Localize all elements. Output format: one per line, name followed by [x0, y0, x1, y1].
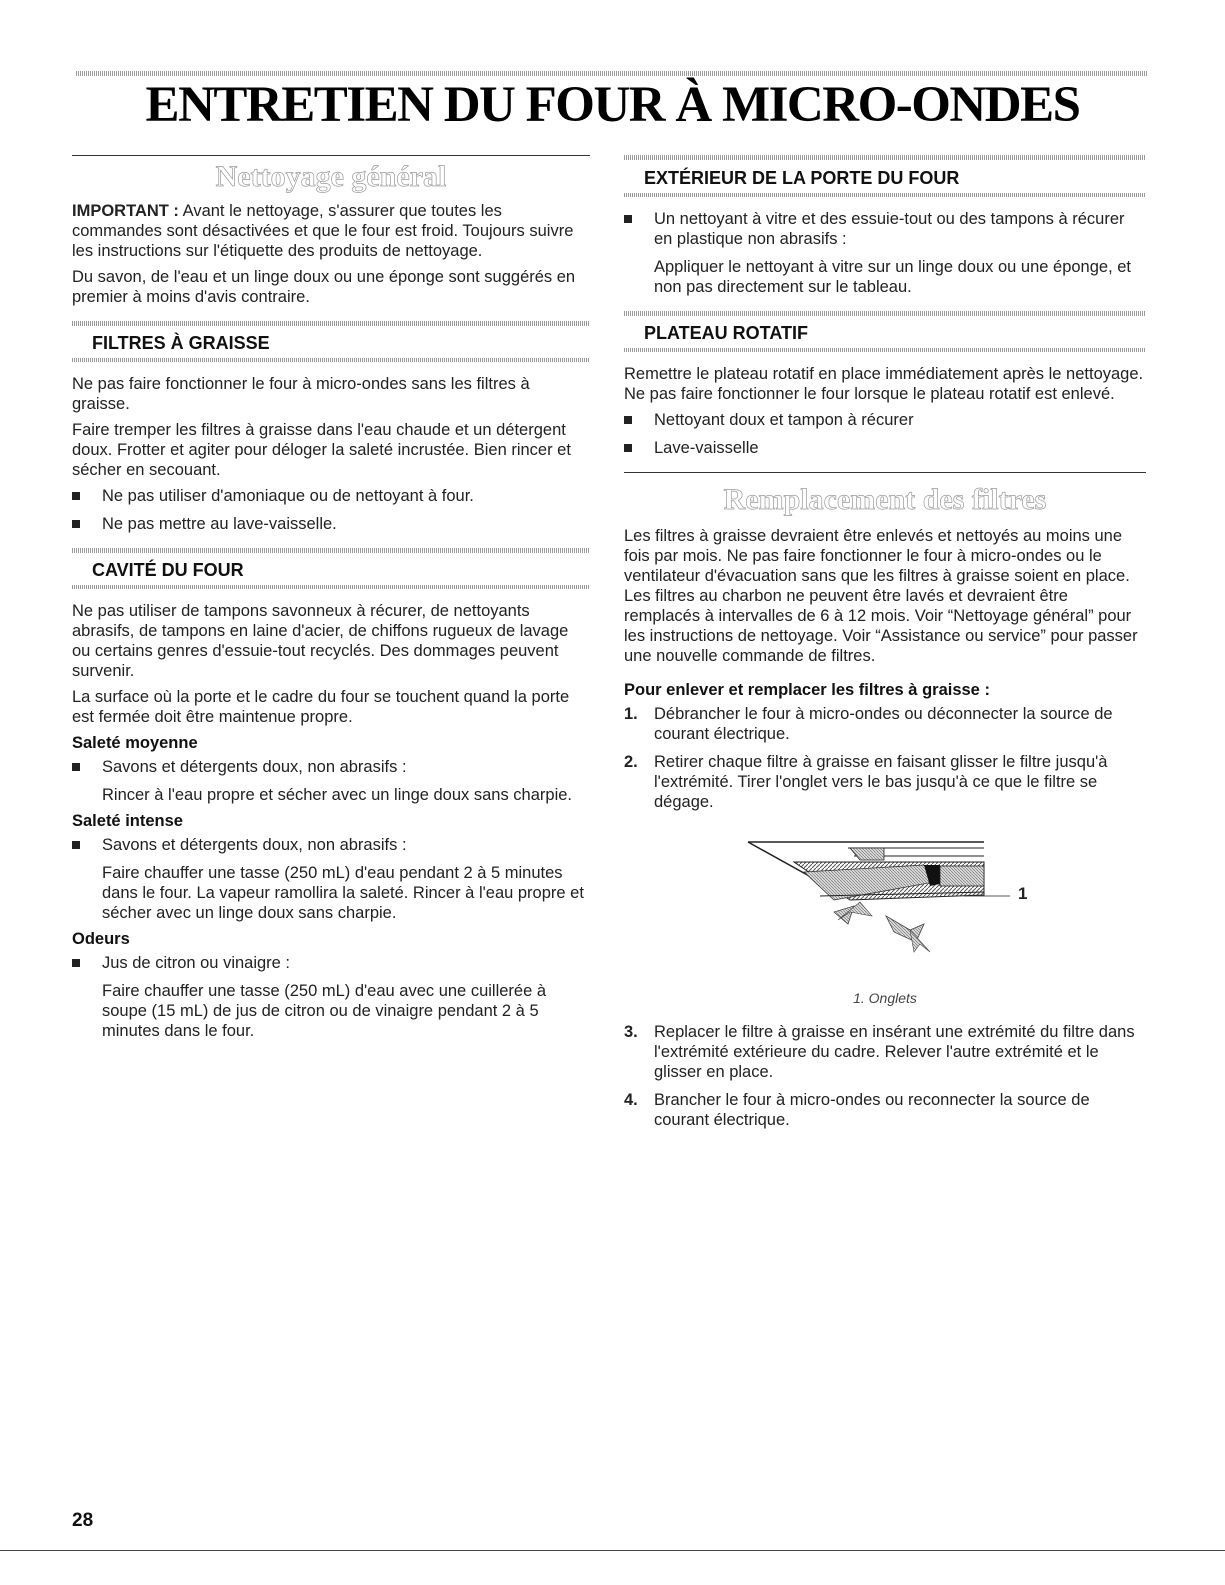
bullet-square-icon [72, 841, 80, 849]
general-cleaning-heading: Nettoyage général [215, 160, 447, 193]
section-rule [72, 548, 590, 553]
bottom-rule [0, 1550, 1225, 1551]
list-item: Lave-vaisselle [624, 438, 1146, 458]
filter-replacement-section [624, 472, 1146, 1130]
grease-filters-heading: FILTRES À GRAISSE [92, 333, 270, 353]
filters-paragraph-2: Faire tremper les filtres à graisse dans l'eau chaude et un détergent doux. Frotter et agiter pour déloger la saleté incrustée. Bien rincer et sécher en secouant. [72, 421, 571, 479]
important-text: Avant le nettoyage, s'assurer que toutes les commandes sont désactivées et que le four est froid. Toujours suivre les instructions sur l'étiquette des produits de nettoyage. [72, 202, 574, 260]
section-rule [72, 585, 590, 589]
list-item: 3. Replacer le filtre à graisse en insérant une extrémité du filtre dans l'extrémité extérieure du cadre. Relever l'autre extrémité et le glisser en place. [624, 1023, 1135, 1081]
medium-soil-text: Rincer à l'eau propre et sécher avec un linge doux sans charpie. [102, 786, 573, 804]
filter-removal-drawing [624, 820, 1146, 990]
bullet-square-icon [72, 763, 80, 771]
list-item: Nettoyant doux et tampon à récurer [624, 410, 1146, 430]
turntable-section [624, 311, 1146, 458]
section-divider [624, 472, 1146, 473]
odors-label: Odeurs [72, 930, 130, 948]
figure-caption: 1. Onglets [853, 990, 917, 1006]
door-exterior-section [624, 167, 1146, 297]
important-label: IMPORTANT : [72, 202, 179, 220]
grease-filter-illustration [624, 820, 1146, 990]
page-title: ENTRETIEN DU FOUR À MICRO-ONDES [145, 77, 1080, 133]
list-item: Jus de citron ou vinaigre : [72, 953, 590, 973]
filters-paragraph-1: Ne pas faire fonctionner le four à micro-ondes sans les filtres à graisse. [72, 375, 530, 413]
bullet-square-icon [624, 444, 632, 452]
oven-cavity-heading: CAVITÉ DU FOUR [92, 560, 244, 580]
medium-soil-label: Saleté moyenne [72, 734, 198, 752]
grease-filters-section [72, 321, 590, 534]
intro-paragraph: Du savon, de l'eau et un linge doux ou une éponge sont suggérés en premier à moins d'avis contraire. [72, 268, 576, 306]
section-rule [624, 311, 1146, 316]
list-item: Ne pas mettre au lave-vaisselle. [72, 514, 590, 534]
section-rule [72, 358, 590, 362]
turntable-paragraph: Remettre le plateau rotatif en place immédiatement après le nettoyage. Ne pas faire fonctionner le four lorsque le plateau rotatif est enlevé. [624, 365, 1144, 403]
door-exterior-heading: EXTÉRIEUR DE LA PORTE DU FOUR [644, 168, 960, 188]
right-column [624, 163, 1146, 1138]
left-column [72, 160, 590, 1047]
top-dotted-rule [76, 71, 1148, 76]
door-exterior-text: Appliquer le nettoyant à vitre sur un linge doux ou une éponge, et non pas directement sur le tableau. [654, 258, 1132, 296]
list-item: 1. Débrancher le four à micro-ondes ou déconnecter la source de courant électrique. [624, 705, 1113, 743]
list-item: 2. Retirer chaque filtre à graisse en faisant glisser le filtre jusqu'à l'extrémité. Tirer l'onglet vers le bas jusqu'à ce que le filtre se dégage. [624, 753, 1108, 811]
odors-text: Faire chauffer une tasse (250 mL) d'eau avec une cuillerée à soupe (15 mL) de jus de citron ou de vinaigre pendant 2 à 5 minutes dans le four. [102, 982, 547, 1040]
list-item: Savons et détergents doux, non abrasifs : [72, 757, 590, 777]
heavy-soil-text: Faire chauffer une tasse (250 mL) d'eau pendant 2 à 5 minutes dans le four. La vapeur ramollira la saleté. Rincer à l'eau propre et sécher avec un linge doux sans charpie. [102, 864, 584, 922]
list-item: Ne pas utiliser d'amoniaque ou de nettoyant à four. [72, 486, 590, 506]
cavity-paragraph-2: La surface où la porte et le cadre du four se touchent quand la porte est fermée doit être maintenue propre. [72, 688, 570, 726]
cavity-paragraph-1: Ne pas utiliser de tampons savonneux à récurer, de nettoyants abrasifs, de tampons en laine d'acier, de chiffons rugueux de lavage ou certains genres d'essuie-tout recyclés. Des dommages peuvent survenir. [72, 602, 569, 680]
important-paragraph [72, 201, 590, 261]
replacement-subhead: Pour enlever et remplacer les filtres à graisse : [624, 681, 990, 699]
turntable-heading: PLATEAU ROTATIF [644, 323, 808, 343]
oven-cavity-section [72, 548, 590, 1041]
bullet-square-icon [72, 492, 80, 500]
list-item: Savons et détergents doux, non abrasifs : [72, 835, 590, 855]
bullet-square-icon [72, 520, 80, 528]
right-heading-rule [624, 155, 1146, 160]
filter-replacement-heading: Remplacement des filtres [723, 483, 1047, 516]
section-rule [624, 193, 1146, 197]
heavy-soil-label: Saleté intense [72, 812, 183, 830]
left-heading-rule [72, 155, 590, 156]
bullet-square-icon [72, 959, 80, 967]
section-rule [624, 348, 1146, 352]
callout-number: 1 [1018, 884, 1028, 903]
list-item: Un nettoyant à vitre et des essuie-tout ou des tampons à récurer en plastique non abrasifs : [624, 209, 1146, 249]
section-rule [72, 321, 590, 326]
page-number: 28 [72, 1510, 94, 1531]
list-item: 4. Brancher le four à micro-ondes ou reconnecter la source de courant électrique. [624, 1091, 1090, 1129]
bullet-square-icon [624, 215, 632, 223]
replacement-paragraph: Les filtres à graisse devraient être enlevés et nettoyés au moins une fois par mois. Ne pas faire fonctionner le four à micro-ondes ou le ventilateur d'évacuation sans que les filtres à graisse soient en place. Les filtres au charbon ne peuvent être lavés et devraient être remplacés à intervalles de 6 à 12 mois. Voir “Nettoyage général” pour les instructions de nettoyage. Voir “Assistance ou service” pour passer une nouvelle commande de filtres. [624, 527, 1138, 665]
bullet-square-icon [624, 416, 632, 424]
